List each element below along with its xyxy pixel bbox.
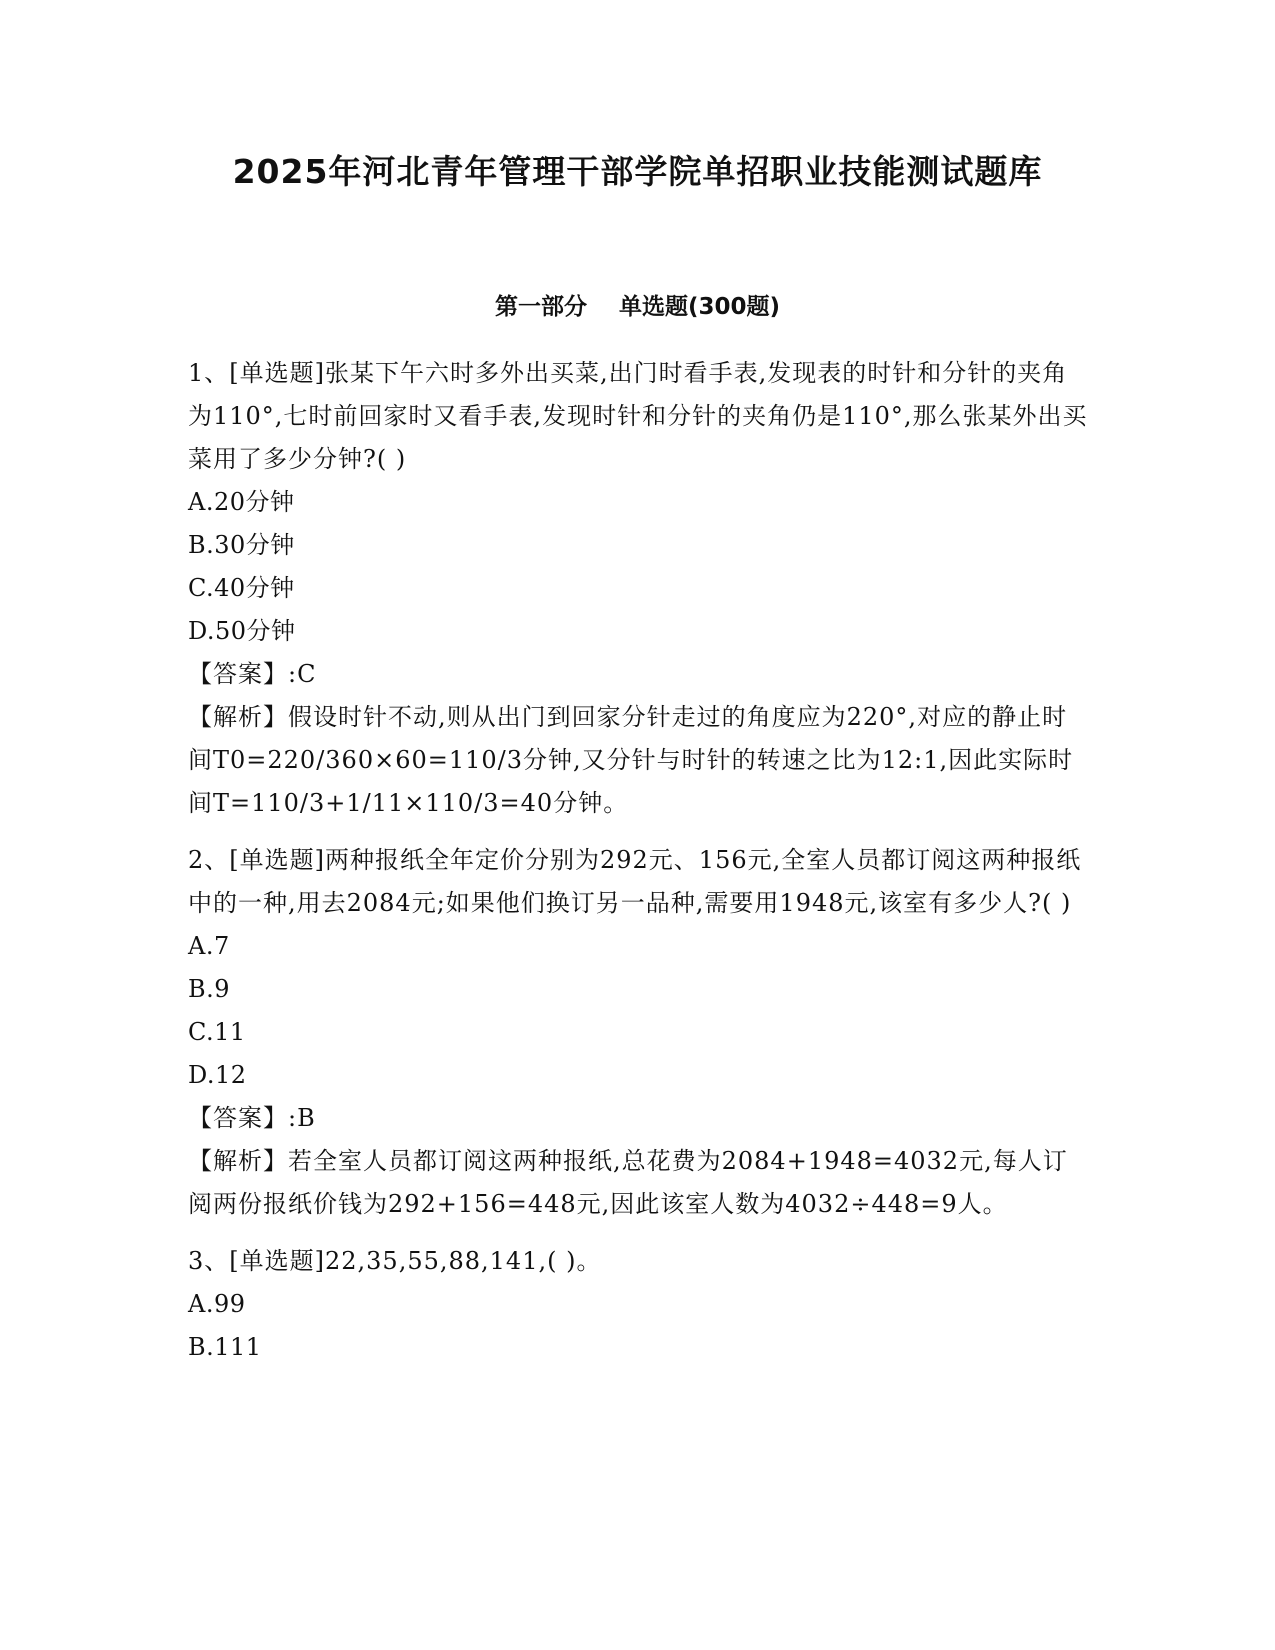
- answer-value: :B: [288, 1104, 316, 1132]
- answer-value: :C: [288, 660, 317, 688]
- option-d: D.12: [188, 1061, 247, 1089]
- option-b: B.111: [188, 1333, 262, 1361]
- analysis-label: 【解析】: [188, 1147, 288, 1175]
- document-title: 2025年河北青年管理干部学院单招职业技能测试题库: [232, 152, 1043, 191]
- option-b: B.9: [188, 975, 231, 1003]
- option-c: C.11: [188, 1018, 246, 1046]
- analysis-label: 【解析】: [188, 703, 288, 731]
- section-part: 第一部分: [494, 294, 587, 320]
- option-a: A.7: [188, 932, 230, 960]
- analysis-block: [188, 696, 1088, 825]
- question-text: 3、[单选题]22,35,55,88,141,( )。: [188, 1247, 602, 1275]
- section-name: 单选题(300题): [618, 294, 781, 320]
- option-a: A.99: [188, 1290, 246, 1318]
- answer-line: [188, 653, 1088, 696]
- question-list: [188, 352, 1088, 1383]
- option-c: C.40分钟: [188, 574, 295, 602]
- section-heading: [0, 290, 1275, 324]
- question-2: [188, 839, 1088, 1226]
- question-text: 2、[单选题]两种报纸全年定价分别为292元、156元,全室人员都订阅这两种报纸中的一种,用去2084元;如果他们换订另一品种,需要用1948元,该室有多少人?( ): [188, 846, 1082, 917]
- question-3: [188, 1240, 1088, 1369]
- answer-label: 【答案】: [188, 660, 288, 688]
- question-text: 1、[单选题]张某下午六时多外出买菜,出门时看手表,发现表的时针和分针的夹角为110°,七时前回家时又看手表,发现时针和分针的夹角仍是110°,那么张某外出买菜用了多少分钟?( ): [188, 359, 1088, 473]
- option-d: D.50分钟: [188, 617, 296, 645]
- answer-label: 【答案】: [188, 1104, 288, 1132]
- answer-line: [188, 1097, 1088, 1140]
- option-b: B.30分钟: [188, 531, 295, 559]
- option-a: A.20分钟: [188, 488, 295, 516]
- analysis-text: 假设时针不动,则从出门到回家分针走过的角度应为220°,对应的静止时间T0=220/360×60=110/3分钟,又分针与时针的转速之比为12:1,因此实际时间T=110/3+1/11×110/3=40分钟。: [188, 703, 1074, 817]
- analysis-text: 若全室人员都订阅这两种报纸,总花费为2084+1948=4032元,每人订阅两份报纸价钱为292+156=448元,因此该室人数为4032÷448=9人。: [188, 1147, 1068, 1218]
- question-1: [188, 352, 1088, 825]
- analysis-block: [188, 1140, 1088, 1226]
